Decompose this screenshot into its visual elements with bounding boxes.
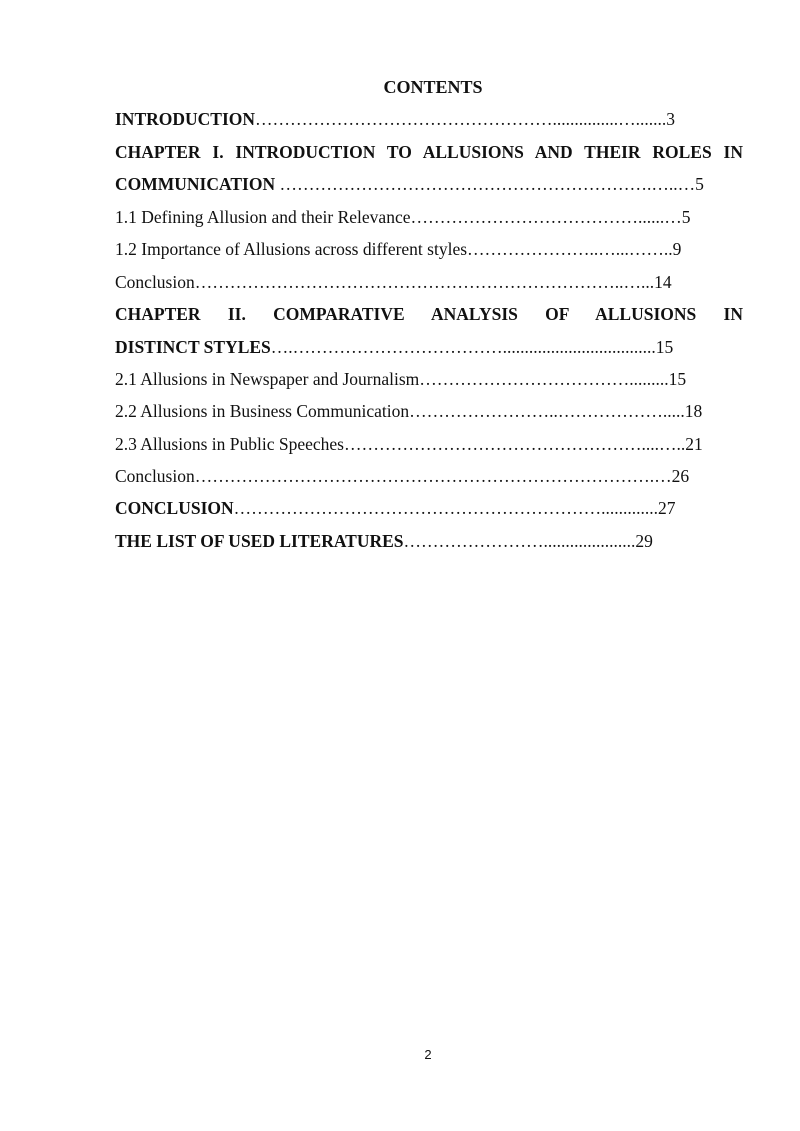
toc-entry-conclusion[interactable] bbox=[115, 497, 676, 519]
toc-entry-leader: ….………………………………................................... bbox=[270, 337, 656, 357]
toc-entry-title: 1.2 Importance of Allusions across different styles bbox=[115, 239, 468, 259]
toc-entry-title: COMMUNICATION bbox=[115, 174, 276, 194]
toc-entry-leader: …………………………………………………………………….… bbox=[194, 466, 672, 486]
toc-entry-page: 26 bbox=[671, 466, 690, 486]
toc-entry-leader: ………………………………………………………............. bbox=[233, 498, 659, 518]
toc-entry-1-1[interactable] bbox=[115, 206, 690, 228]
toc-entry-title: INTRODUCTION bbox=[115, 109, 256, 129]
toc-entry-1-2[interactable] bbox=[115, 238, 681, 260]
toc-entry-literature[interactable] bbox=[115, 530, 653, 552]
toc-entry-leader: ……………………..………………..... bbox=[409, 401, 685, 421]
toc-entry-chapter-2-title[interactable] bbox=[115, 303, 743, 325]
toc-entry-page: 18 bbox=[684, 401, 703, 421]
toc-entry-title: THE LIST OF USED LITERATURES bbox=[115, 531, 404, 551]
toc-entry-2-1[interactable] bbox=[115, 368, 686, 390]
toc-entry-chapter-1[interactable] bbox=[115, 173, 704, 195]
toc-entry-introduction[interactable] bbox=[115, 108, 675, 130]
toc-entry-page: 9 bbox=[672, 239, 682, 259]
toc-entry-title: 2.1 Allusions in Newspaper and Journalism bbox=[115, 369, 420, 389]
toc-entry-title: 2.3 Allusions in Public Speeches bbox=[115, 434, 344, 454]
toc-entry-leader: ……………………………………………....….. bbox=[343, 434, 686, 454]
toc-entry-title: CHAPTER I. INTRODUCTION TO ALLUSIONS AND THEIR ROLES IN bbox=[115, 142, 743, 162]
toc-entry-page: 5 bbox=[695, 174, 704, 194]
toc-entry-leader: …………………………………......… bbox=[410, 207, 682, 227]
toc-entry-title: Conclusion bbox=[115, 272, 195, 292]
toc-entry-page: 29 bbox=[635, 531, 653, 551]
contents-heading: CONTENTS bbox=[383, 77, 483, 97]
toc-entry-chapter-2[interactable] bbox=[115, 336, 673, 358]
toc-entry-page: 14 bbox=[654, 272, 672, 292]
toc-entry-2-2[interactable] bbox=[115, 400, 702, 422]
toc-entry-2-3[interactable] bbox=[115, 433, 703, 455]
toc-entry-title: 1.1 Defining Allusion and their Relevance bbox=[115, 207, 411, 227]
toc-entry-leader: ……………………..................... bbox=[403, 531, 636, 551]
toc-entry-title: CONCLUSION bbox=[115, 498, 234, 518]
toc-entry-chapter-1-conclusion[interactable] bbox=[115, 271, 672, 293]
toc-entry-page: 3 bbox=[666, 109, 676, 129]
toc-entry-chapter-1-title[interactable] bbox=[115, 141, 743, 163]
toc-entry-title: 2.2 Allusions in Business Communication bbox=[115, 401, 410, 421]
toc-entry-leader: ……………………………………………...............…....... bbox=[255, 109, 667, 129]
toc-entry-page: 5 bbox=[681, 207, 691, 227]
toc-entry-leader: ………………………………......... bbox=[419, 369, 669, 389]
toc-entry-leader: ……………………………………………………….…..… bbox=[275, 174, 696, 194]
page-number: 2 bbox=[424, 1047, 432, 1062]
toc-entry-leader: …………………..…...…….. bbox=[467, 239, 673, 259]
toc-entry-title: DISTINCT STYLES bbox=[115, 337, 271, 357]
toc-entry-chapter-2-conclusion[interactable] bbox=[115, 465, 689, 487]
toc-entry-title: Conclusion bbox=[115, 466, 195, 486]
toc-entry-page: 21 bbox=[685, 434, 703, 454]
toc-entry-page: 27 bbox=[658, 498, 676, 518]
toc-entry-leader: ………………………………………………………………..…... bbox=[194, 272, 655, 292]
toc-entry-title: CHAPTER II. COMPARATIVE ANALYSIS OF ALLUSIONS IN bbox=[115, 304, 743, 324]
toc-entry-page: 15 bbox=[655, 337, 674, 357]
toc-entry-page: 15 bbox=[668, 369, 687, 389]
